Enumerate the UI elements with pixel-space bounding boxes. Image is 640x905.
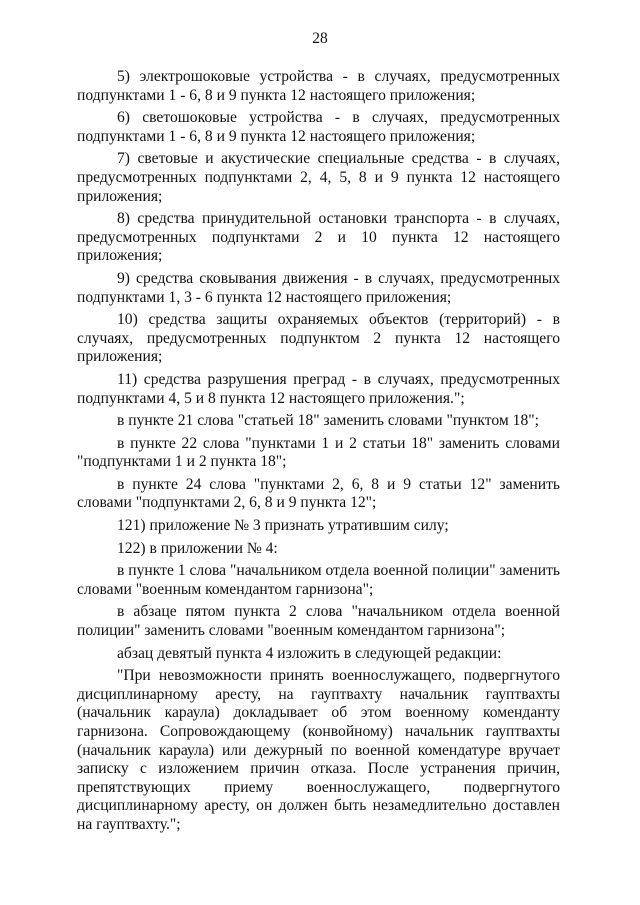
- paragraph: в пункте 24 слова "пунктами 2, 6, 8 и 9 статьи 12" заменить словами "подпунктами 2, 6, 8 и 9 пункта 12";: [77, 475, 560, 512]
- paragraph: 6) светошоковые устройства - в случаях, предусмотренных подпунктами 1 - 6, 8 и 9 пункта 12 настоящего приложения;: [77, 109, 560, 145]
- paragraph: 121) приложение № 3 признать утратившим силу;: [117, 517, 449, 535]
- paragraph: 10) средства защиты охраняемых объектов (территорий) - в случаях, предусмотренных подпунктом 2 пункта 12 настоящего приложения;: [77, 311, 560, 366]
- paragraph: "При невозможности принять военнослужащего, подвергнутого дисциплинарному аресту, на гауптвахту начальник гауптвахты (начальник караула) докладывает об этом военному коменданту гарнизона. Сопровождающему (конвойному) начальник гауптвахты (начальник караула) или дежурный по военной комендатуре вручает записку с изложением причин отказа. После устранения причин, препятствующих приему военнослужащего, подвергнутого дисциплинарному аресту, он должен быть незамедлительно доставлен на гауптвахту.";: [77, 667, 560, 833]
- paragraph: 9) средства сковывания движения - в случаях, предусмотренных подпунктами 1, 3 - 6 пункта 12 настоящего приложения;: [77, 269, 560, 306]
- paragraph: в пункте 21 слова "статьей 18" заменить словами "пунктом 18";: [117, 412, 539, 430]
- paragraph: 8) средства принудительной остановки транспорта - в случаях, предусмотренных подпунктами 2 и 10 пункта 12 настоящего приложения;: [77, 210, 560, 265]
- paragraph: абзац девятый пункта 4 изложить в следующей редакции:: [117, 644, 502, 662]
- paragraph: 5) электрошоковые устройства - в случаях, предусмотренных подпунктами 1 - 6, 8 и 9 пункта 12 настоящего приложения;: [77, 68, 560, 104]
- paragraph: в пункте 1 слова "начальником отдела военной полиции" заменить словами "военным комендантом гарнизона";: [77, 562, 560, 598]
- page-number: 28: [312, 30, 328, 47]
- paragraph: в абзаце пятом пункта 2 слова "начальником отдела военной полиции" заменить словами "военным комендантом гарнизона";: [77, 603, 560, 640]
- paragraph: в пункте 22 слова "пунктами 1 и 2 статьи 18" заменить словами "подпунктами 1 и 2 пункта 18";: [77, 434, 560, 471]
- paragraph: 11) средства разрушения преград - в случаях, предусмотренных подпунктами 4, 5 и 8 пункта 12 настоящего приложения.";: [77, 370, 560, 407]
- paragraph: 7) световые и акустические специальные средства - в случаях, предусмотренных подпунктами 2, 4, 5, 8 и 9 пункта 12 настоящего приложения;: [77, 150, 560, 205]
- document-body: [77, 68, 560, 839]
- paragraph: 122) в приложении № 4:: [117, 539, 278, 557]
